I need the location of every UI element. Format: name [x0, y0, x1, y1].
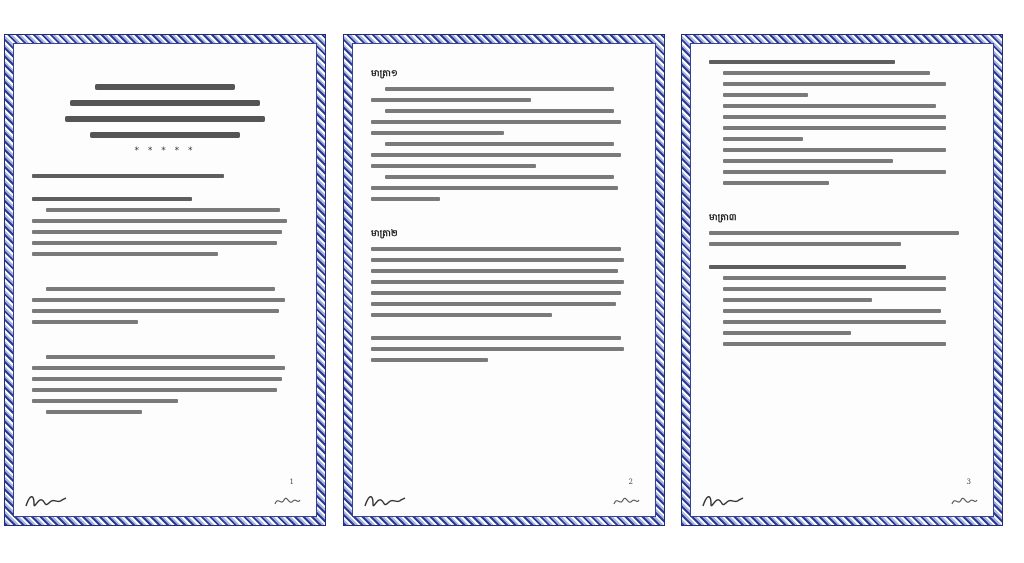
- text-line: [46, 287, 275, 291]
- text-line: [371, 247, 621, 251]
- text-line: [32, 377, 282, 381]
- signature-left-icon: [363, 490, 407, 512]
- text-line: [371, 358, 488, 362]
- text-line: [723, 93, 808, 97]
- text-line: [385, 142, 614, 146]
- text-line: [371, 153, 621, 157]
- text-line: [723, 181, 829, 185]
- text-line: [371, 186, 618, 190]
- document-page-1: [4, 34, 326, 526]
- page-title: [32, 84, 298, 156]
- text-line: [385, 109, 614, 113]
- text-line: [371, 120, 621, 124]
- page-number: 2: [628, 478, 633, 486]
- title-line: [95, 84, 235, 90]
- text-line: [709, 265, 906, 269]
- signature-left-icon: [24, 490, 68, 512]
- page-content: [690, 43, 994, 517]
- article-heading: មាត្រា៣: [709, 213, 737, 223]
- text-line: [32, 320, 138, 324]
- text-line: [32, 309, 279, 313]
- text-line: [723, 159, 893, 163]
- title-line: [65, 116, 265, 122]
- text-line: [46, 355, 275, 359]
- text-line: [371, 164, 536, 168]
- text-line: [32, 366, 285, 370]
- text-line: [371, 302, 616, 306]
- signature-right-icon: [272, 490, 302, 512]
- title-separator: * * * * *: [134, 146, 196, 156]
- text-line: [32, 230, 282, 234]
- text-line: [723, 320, 946, 324]
- text-line: [371, 280, 624, 284]
- text-line: [385, 175, 614, 179]
- text-line: [723, 287, 946, 291]
- document-page-3: [681, 34, 1003, 526]
- text-line: [371, 269, 618, 273]
- text-line: [371, 258, 624, 262]
- text-line: [371, 347, 624, 351]
- text-line: [723, 148, 946, 152]
- text-line: [32, 399, 178, 403]
- text-line: [371, 336, 621, 340]
- text-line: [723, 126, 946, 130]
- title-line: [70, 100, 260, 106]
- page-number: 1: [289, 478, 294, 486]
- text-line: [723, 115, 946, 119]
- text-line: [32, 219, 287, 223]
- text-line: [723, 342, 946, 346]
- page-content: [352, 43, 656, 517]
- text-line: [709, 60, 895, 64]
- signature-right-icon: [611, 490, 641, 512]
- page-number: 3: [966, 478, 971, 486]
- text-line: [723, 309, 941, 313]
- text-line: [32, 197, 192, 201]
- text-line: [723, 170, 946, 174]
- title-line: [90, 132, 240, 138]
- text-line: [371, 131, 504, 135]
- text-line: [46, 208, 280, 212]
- text-line: [371, 98, 531, 102]
- text-line: [32, 388, 277, 392]
- signature-left-icon: [701, 490, 745, 512]
- text-line: [46, 410, 142, 414]
- text-line: [32, 174, 224, 178]
- text-line: [709, 242, 901, 246]
- article-heading: មាត្រា១: [371, 69, 398, 79]
- text-line: [723, 137, 803, 141]
- text-line: [32, 252, 218, 256]
- document-page-2: [343, 34, 665, 526]
- text-line: [371, 313, 552, 317]
- text-line: [32, 241, 277, 245]
- text-line: [723, 298, 872, 302]
- text-line: [371, 197, 440, 201]
- text-line: [371, 291, 621, 295]
- text-line: [723, 71, 930, 75]
- page-content: [13, 43, 317, 517]
- signature-right-icon: [949, 490, 979, 512]
- text-line: [723, 331, 851, 335]
- article-heading: មាត្រា២: [371, 229, 398, 239]
- text-line: [385, 87, 614, 91]
- text-line: [723, 276, 946, 280]
- text-line: [32, 298, 285, 302]
- text-line: [723, 104, 936, 108]
- text-line: [709, 231, 959, 235]
- text-line: [723, 82, 946, 86]
